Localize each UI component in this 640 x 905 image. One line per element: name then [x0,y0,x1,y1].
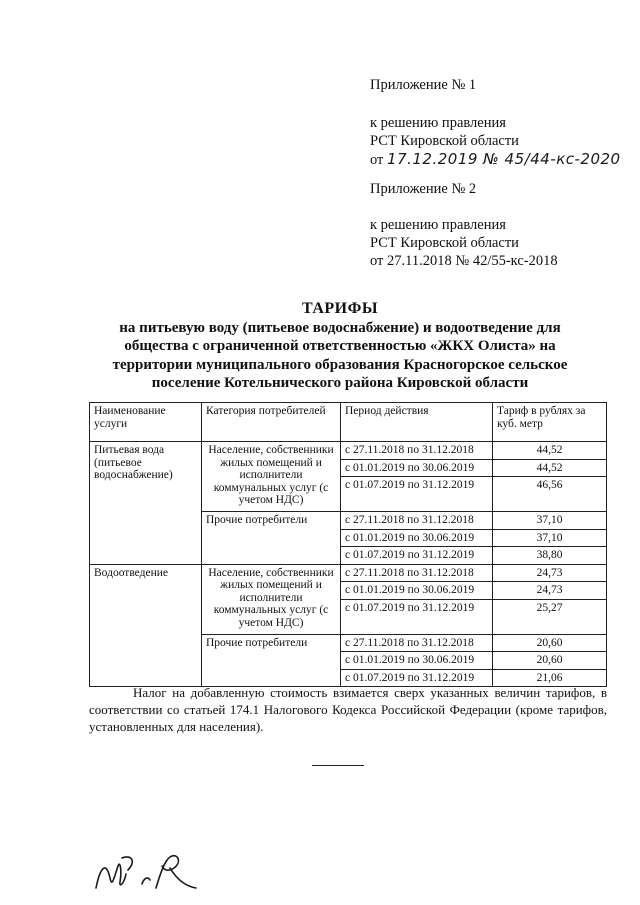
tariff-value: 37,10 [493,529,607,547]
period-cell: с 01.07.2019 по 31.12.2019 [341,547,493,565]
tariffs-table [89,402,607,687]
appendix-1-ref-line1: к решению правления [370,115,506,131]
period-cell: с 27.11.2018 по 31.12.2018 [341,512,493,530]
category-cell: Прочие потребители [202,512,341,565]
tariff-value: 25,27 [493,599,607,634]
appendix-2-ref-line2: РСТ Кировской области [370,235,519,251]
header-period: Период действия [341,403,493,442]
category-cell: Прочие потребители [202,634,341,687]
period-cell: с 01.01.2019 по 30.06.2019 [341,529,493,547]
appendix-2-label: Приложение № 2 [370,181,477,197]
category-cell: Население, собственники жилых помещений и исполнители коммунальных услуг (с учетом НДС) [202,442,341,512]
tariff-value: 21,06 [493,669,607,687]
table-row [90,564,607,582]
period-cell: с 01.01.2019 по 30.06.2019 [341,652,493,670]
service-cell: Водоотведение [90,564,202,687]
period-cell: с 01.07.2019 по 31.12.2019 [341,669,493,687]
tariff-value: 38,80 [493,547,607,565]
appendix-1-label: Приложение № 1 [370,77,477,93]
service-cell: Питьевая вода (питьевое водоснабжение) [90,442,202,565]
appendix-2-ref-line1: к решению правления [370,217,506,233]
period-cell: с 01.01.2019 по 30.06.2019 [341,582,493,600]
category-cell: Население, собственники жилых помещений и исполнители коммунальных услуг (с учетом НДС) [202,564,341,634]
appendix-2-reference [370,216,558,270]
title-main: ТАРИФЫ [301,300,379,317]
appendix-1-ref-line2: РСТ Кировской области [370,133,519,149]
tariff-value: 24,73 [493,564,607,582]
tariff-value: 44,52 [493,442,607,460]
tariff-value: 24,73 [493,582,607,600]
document-title [60,300,620,393]
appendix-2-ref-line3: от 27.11.2018 № 42/55-кс-2018 [370,253,558,269]
period-cell: с 01.07.2019 по 31.12.2019 [341,477,493,512]
period-cell: с 01.07.2019 по 31.12.2019 [341,599,493,634]
appendix-1-ref-line3 [370,150,621,169]
handwritten-decision-number: 17.12.2019 № 45/44-кс-2020 [387,150,621,168]
header-category: Категория потребителей [202,403,341,442]
tariff-value: 20,60 [493,652,607,670]
period-cell: с 01.01.2019 по 30.06.2019 [341,459,493,477]
divider-line [312,765,364,766]
tariff-value: 20,60 [493,634,607,652]
title-line-3: территории муниципального образования Красногорское сельское [112,356,568,373]
vat-note: Налог на добавленную стоимость взимается сверх указанных величин тарифов, в соответствии со статьей 174.1 Налогового Кодекса Российской Федерации (кроме тарифов, установленных для населения). [89,685,607,734]
period-cell: с 27.11.2018 по 31.12.2018 [341,564,493,582]
table-row [90,442,607,460]
appendix-1-ref-prefix: от [370,152,384,168]
tariff-value: 46,56 [493,477,607,512]
tariff-value: 44,52 [493,459,607,477]
header-tariff: Тариф в рублях за куб. метр [493,403,607,442]
period-cell: с 27.11.2018 по 31.12.2018 [341,634,493,652]
appendix-1-reference [370,114,621,169]
title-line-1: на питьевую воду (питьевое водоснабжение) и водоотведение для [119,319,561,336]
header-service: Наименование услуги [90,403,202,442]
title-line-4: поселение Котельнического района Кировской области [151,375,529,391]
title-line-2: общества с ограниченной ответственностью «ЖКХ Олиста» на [124,338,556,354]
handwritten-signature [92,848,212,898]
table-header-row [90,403,607,442]
period-cell: с 27.11.2018 по 31.12.2018 [341,442,493,460]
tariff-value: 37,10 [493,512,607,530]
